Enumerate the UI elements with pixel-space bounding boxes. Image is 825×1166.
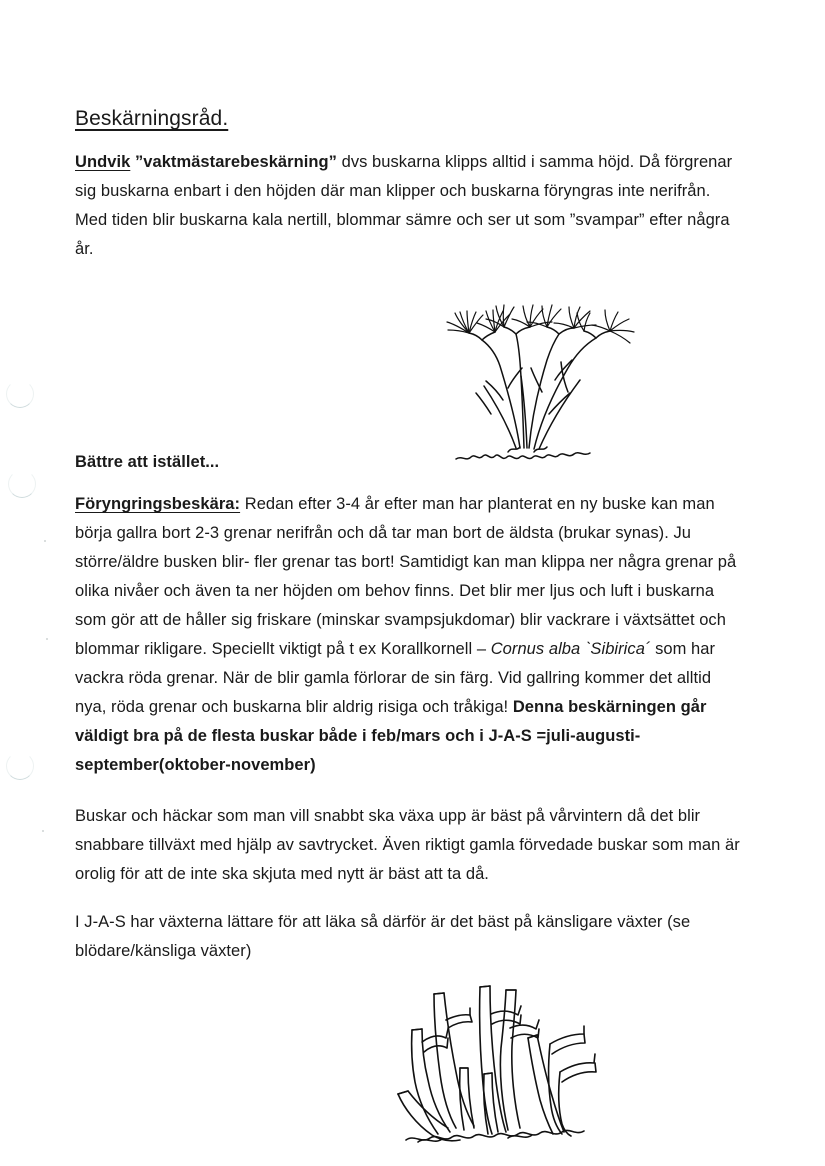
scan-artifact-crescent: [6, 380, 34, 408]
avoid-lead-word: Undvik: [75, 153, 131, 171]
rejuvenation-body-part-two: som har vackra röda grenar. När de blir gamla förlorar de sin färg. Vid gallring kommer det alltid nya, röda grenar och buskarna blir aldrig risiga och tråkiga!: [75, 640, 716, 716]
overpruned-shrub-illustration: [408, 296, 668, 481]
scan-artifact-speck: [44, 540, 46, 542]
scan-artifact-crescent: [6, 752, 34, 780]
rejuvenation-emphasis-text: Denna beskärningen går väldigt bra på de flesta buskar både i feb/mars och i J-A-S =juli-augusti-september(oktober-november): [75, 698, 707, 774]
avoid-quoted-term: ”vaktmästarebeskärning”: [134, 153, 337, 171]
page-title: Beskärningsråd.: [75, 107, 229, 130]
rejuvenation-body-part-one: Redan efter 3-4 år efter man har planterat en ny buske kan man börja gallra bort 2-3 grenar nerifrån och då tar man bort de äldsta (brukar synas). Ju större/äldre busken blir- fler grenar tas bort! Samtidigt kan man klippa ner några grenar på olika nivåer och även ta ner höjden om behov finns. Det blir mer ljus och luft i buskarna som gör att de håller sig friskare (minskar svampsjukdomar) blir vackrare i växtsättet och blommar rikligare. Speciellt viktigt på t ex Korallkornell –: [75, 495, 737, 658]
scan-artifact-speck: [42, 830, 44, 832]
paragraph-jas-note: I J-A-S har växterna lättare för att läka så därför är det bäst på känsligare växter (se blödare/känsliga växter): [75, 913, 691, 960]
paragraph-fast-growth: Buskar och häckar som man vill snabbt ska växa upp är bäst på vårvintern då det blir snabbare tillväxt med hjälp av savtrycket. Även riktigt gamla förvedade buskar som man är orolig för att de inte ska skjuta med nytt är bäst att ta då.: [75, 807, 740, 883]
subheading-better-instead: Bättre att istället...: [75, 453, 220, 471]
rejuvenation-lead-term: Föryngringsbeskära:: [75, 495, 241, 513]
avoid-body-text: dvs buskarna klipps alltid i samma höjd. Då förgrenar sig buskarna enbart i den höjden där man klipper och buskarna föryngras inte nerifrån. Med tiden blir buskarna kala nertill, blommar sämre och ser ut som ”svampar” efter några år.: [75, 153, 733, 258]
scan-artifact-speck: [46, 638, 48, 640]
latin-plant-name: Cornus alba ˋSibirica´: [490, 640, 651, 658]
rejuvenation-pruned-shrub-illustration: [388, 972, 638, 1150]
paragraph-avoid-pruning: [75, 148, 740, 264]
scan-artifact-crescent: [8, 470, 36, 498]
paragraph-rejuvenation-pruning: [75, 490, 740, 780]
